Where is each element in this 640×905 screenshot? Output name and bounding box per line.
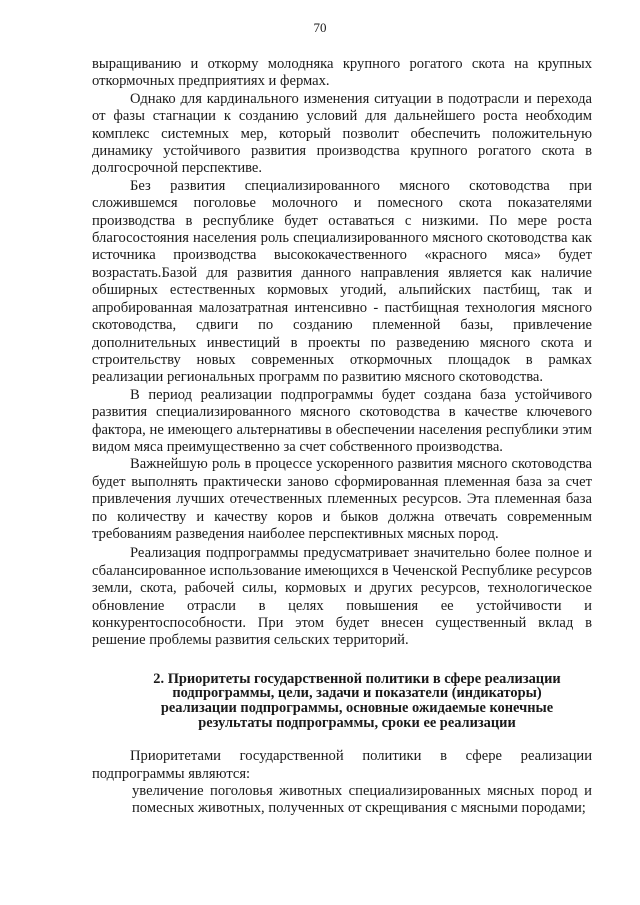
page-number: 70: [313, 20, 327, 35]
paragraph-6: Реализация подпрограммы предусматривает значительно более полное и сбалансированное использование имеющихся в Чеченской Республике ресурсов земли, скота, рабочей силы, кормовых и других ресурсов, технологическое обновление отрасли в целях повышения ее устойчивости и конкурентоспособности. При этом будет внесен существенный вклад в решение проблемы развития сельских территорий.: [92, 545, 592, 649]
paragraph-4: В период реализации подпрограммы будет создана база устойчивого развития специализированного мясного скотоводства в качестве ключевого фактора, не имеющего альтернативы в обеспечении населения республики этим видом мяса преимущественно за счет собственного производства.: [92, 386, 592, 455]
section-heading-line-3: реализации подпрограммы, основные ожидаемые конечные: [160, 700, 554, 716]
section-heading: [132, 672, 582, 730]
paragraph-2: Однако для кардинального изменения ситуации в подотрасли и перехода от фазы стагнации к созданию условий для дальнейшего роста необходим комплекс системных мер, который позволит обеспечить положительную динамику устойчивого развития производства крупного рогатого скота в долгосрочной перспективе.: [92, 90, 592, 177]
priorities-intro: Приоритетами государственной политики в сфере реализации подпрограммы являются:: [92, 748, 592, 782]
section-heading-line-1: 2. Приоритеты государственной политики в сфере реализации: [153, 670, 561, 687]
paragraph-1: выращиванию и откорму молодняка крупного рогатого скота на крупных откормочных предприятиях и фермах.: [92, 56, 592, 90]
priorities-list-item: увеличение поголовья животных специализированных мясных пород и помесных животных, полученных от скрещивания с мясными породами;: [132, 783, 592, 817]
section-heading-line-2: подпрограммы, цели, задачи и показатели (индикаторы): [172, 685, 542, 702]
page-content: [92, 56, 592, 818]
section-heading-line-4: результаты подпрограммы, сроки ее реализации: [198, 714, 516, 731]
paragraph-3: Без развития специализированного мясного скотоводства при сложившемся поголовье молочного и помесного скота показателями производства в республике будет оставаться с низкими. По мере роста благосостояния населения роль специализированного мясного скотоводства как источника производства высококачественного «красного мяса» будет возрастать.Базой для развития данного направления является как наличие обширных естественных кормовых угодий, альпийских пастбищ, так и апробированная малозатратная интенсивно - пастбищная технология мясного скотоводства, сдвиги по созданию племенной базы, привлечение дополнительных инвестиций в проекты по разведению мясного скота и строительству новых современных откормочных площадок в рамках реализации региональных программ по развитию мясного скотоводства.: [92, 177, 592, 386]
paragraph-5: Важнейшую роль в процессе ускоренного развития мясного скотоводства будет выполнять практически заново сформированная племенная база за счет привлечения лучших отечественных племенных ресурсов. Эта племенная база по количеству и качеству коров и быков должна отвечать современным требованиям разведения наиболее перспективных мясных пород.: [92, 456, 592, 542]
